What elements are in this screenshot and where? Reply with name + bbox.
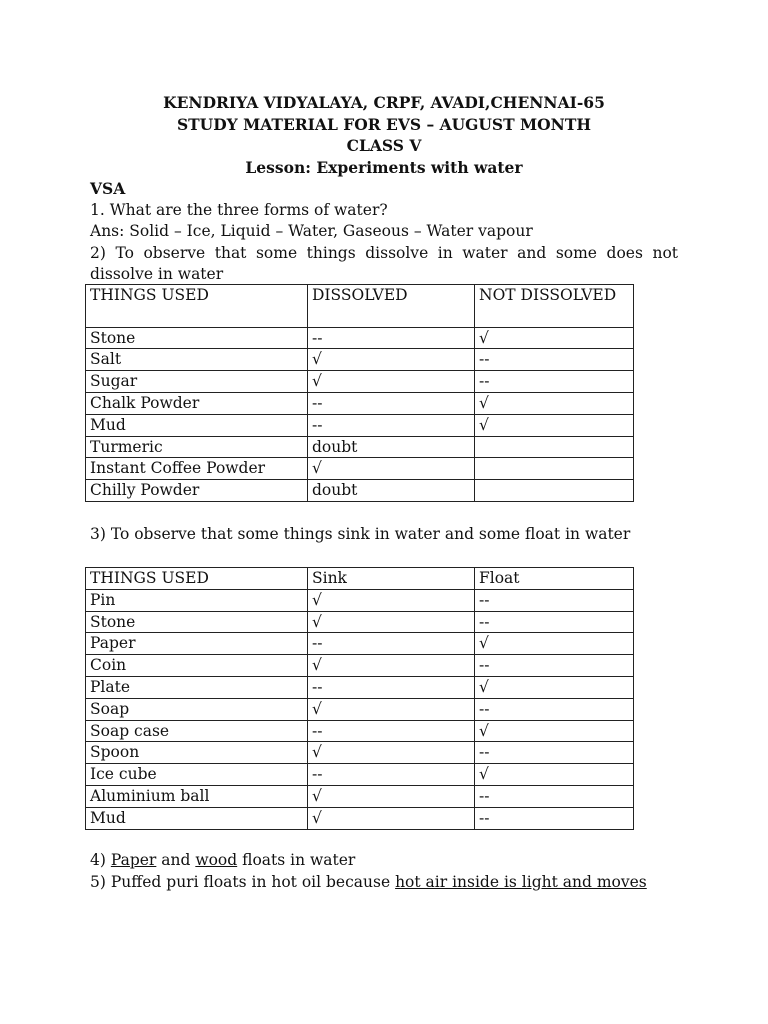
item-cell: Stone bbox=[86, 327, 308, 349]
table-row bbox=[86, 676, 634, 698]
school-name: KENDRIYA VIDYALAYA, CRPF, AVADI,CHENNAI-65 bbox=[163, 93, 605, 112]
question-5 bbox=[90, 872, 678, 894]
result-cell: -- bbox=[308, 676, 475, 698]
result-cell: -- bbox=[308, 764, 475, 786]
result-cell bbox=[475, 436, 634, 458]
table-header-row bbox=[86, 568, 634, 590]
q4-suffix: floats in water bbox=[237, 851, 356, 869]
q4-word-paper: Paper bbox=[110, 851, 157, 869]
document-header bbox=[90, 92, 678, 178]
result-cell: -- bbox=[308, 414, 475, 436]
vsa-section bbox=[90, 178, 678, 286]
item-cell: Soap bbox=[86, 698, 308, 720]
item-cell: Stone bbox=[86, 611, 308, 633]
result-cell: √ bbox=[308, 785, 475, 807]
table-row bbox=[86, 371, 634, 393]
result-cell: √ bbox=[308, 458, 475, 480]
table-row bbox=[86, 414, 634, 436]
result-cell bbox=[475, 458, 634, 480]
answer-1: Ans: Solid – Ice, Liquid – Water, Gaseous – Water vapour bbox=[90, 222, 533, 240]
result-cell: √ bbox=[475, 327, 634, 349]
result-cell: √ bbox=[475, 414, 634, 436]
lesson-title: Lesson: Experiments with water bbox=[245, 157, 523, 177]
result-cell: √ bbox=[475, 764, 634, 786]
question-4 bbox=[90, 850, 678, 872]
item-cell: Aluminium ball bbox=[86, 785, 308, 807]
result-cell: √ bbox=[308, 349, 475, 371]
q4-mid: and bbox=[156, 851, 196, 869]
result-cell: -- bbox=[475, 698, 634, 720]
item-cell: Soap case bbox=[86, 720, 308, 742]
result-cell: -- bbox=[475, 371, 634, 393]
result-cell: -- bbox=[475, 611, 634, 633]
table-row bbox=[86, 764, 634, 786]
result-cell: √ bbox=[475, 720, 634, 742]
q5-answer: hot air inside is light and moves bbox=[395, 873, 647, 891]
table-row bbox=[86, 742, 634, 764]
table-row bbox=[86, 698, 634, 720]
item-cell: Instant Coffee Powder bbox=[86, 458, 308, 480]
result-cell: -- bbox=[475, 807, 634, 829]
table-row bbox=[86, 720, 634, 742]
item-cell: Spoon bbox=[86, 742, 308, 764]
result-cell: √ bbox=[308, 698, 475, 720]
table-row bbox=[86, 480, 634, 502]
result-cell: -- bbox=[308, 633, 475, 655]
table-row bbox=[86, 807, 634, 829]
item-cell: Ice cube bbox=[86, 764, 308, 786]
item-cell: Coin bbox=[86, 655, 308, 677]
result-cell: -- bbox=[475, 589, 634, 611]
question-2-text: 2) To observe that some things dissolve in water and some does not dissolve in water bbox=[90, 243, 678, 283]
item-cell: Paper bbox=[86, 633, 308, 655]
q4-word-wood: wood bbox=[195, 851, 238, 869]
result-cell: √ bbox=[475, 392, 634, 414]
result-cell: doubt bbox=[308, 480, 475, 502]
header-cell: THINGS USED bbox=[86, 285, 308, 328]
header-cell: THINGS USED bbox=[86, 568, 308, 590]
header-cell: DISSOLVED bbox=[308, 285, 475, 328]
table-row bbox=[86, 785, 634, 807]
item-cell: Pin bbox=[86, 589, 308, 611]
result-cell: √ bbox=[308, 742, 475, 764]
result-cell: -- bbox=[308, 327, 475, 349]
result-cell bbox=[475, 480, 634, 502]
result-cell: √ bbox=[308, 655, 475, 677]
table-row bbox=[86, 436, 634, 458]
class-label: CLASS V bbox=[346, 136, 422, 155]
table-row bbox=[86, 633, 634, 655]
result-cell: √ bbox=[308, 371, 475, 393]
header-cell: Sink bbox=[308, 568, 475, 590]
table-row bbox=[86, 589, 634, 611]
result-cell: -- bbox=[475, 785, 634, 807]
result-cell: -- bbox=[475, 742, 634, 764]
item-cell: Mud bbox=[86, 807, 308, 829]
result-cell: -- bbox=[475, 655, 634, 677]
table-header-row bbox=[86, 285, 634, 328]
table-row bbox=[86, 655, 634, 677]
item-cell: Turmeric bbox=[86, 436, 308, 458]
item-cell: Mud bbox=[86, 414, 308, 436]
material-title: STUDY MATERIAL FOR EVS – AUGUST MONTH bbox=[176, 114, 592, 134]
result-cell: √ bbox=[308, 611, 475, 633]
item-cell: Chilly Powder bbox=[86, 480, 308, 502]
question-3-text: 3) To observe that some things sink in water and some float in water bbox=[90, 525, 631, 543]
table-row bbox=[86, 611, 634, 633]
result-cell: √ bbox=[475, 676, 634, 698]
result-cell: -- bbox=[475, 349, 634, 371]
table-row bbox=[86, 458, 634, 480]
q5-prefix: 5) Puffed puri floats in hot oil because bbox=[90, 873, 396, 891]
item-cell: Sugar bbox=[86, 371, 308, 393]
sink-float-table bbox=[85, 567, 634, 830]
item-cell: Salt bbox=[86, 349, 308, 371]
header-cell: NOT DISSOLVED bbox=[475, 285, 634, 328]
table-row bbox=[86, 327, 634, 349]
result-cell: √ bbox=[308, 807, 475, 829]
result-cell: -- bbox=[308, 392, 475, 414]
item-cell: Chalk Powder bbox=[86, 392, 308, 414]
result-cell: doubt bbox=[308, 436, 475, 458]
result-cell: √ bbox=[475, 633, 634, 655]
header-cell: Float bbox=[475, 568, 634, 590]
table-row bbox=[86, 392, 634, 414]
dissolve-table bbox=[85, 284, 634, 502]
table-row bbox=[86, 349, 634, 371]
result-cell: √ bbox=[308, 589, 475, 611]
question-1: 1. What are the three forms of water? bbox=[90, 200, 388, 219]
result-cell: -- bbox=[308, 720, 475, 742]
item-cell: Plate bbox=[86, 676, 308, 698]
q4-prefix: 4) bbox=[90, 851, 111, 869]
vsa-label: VSA bbox=[90, 179, 126, 198]
